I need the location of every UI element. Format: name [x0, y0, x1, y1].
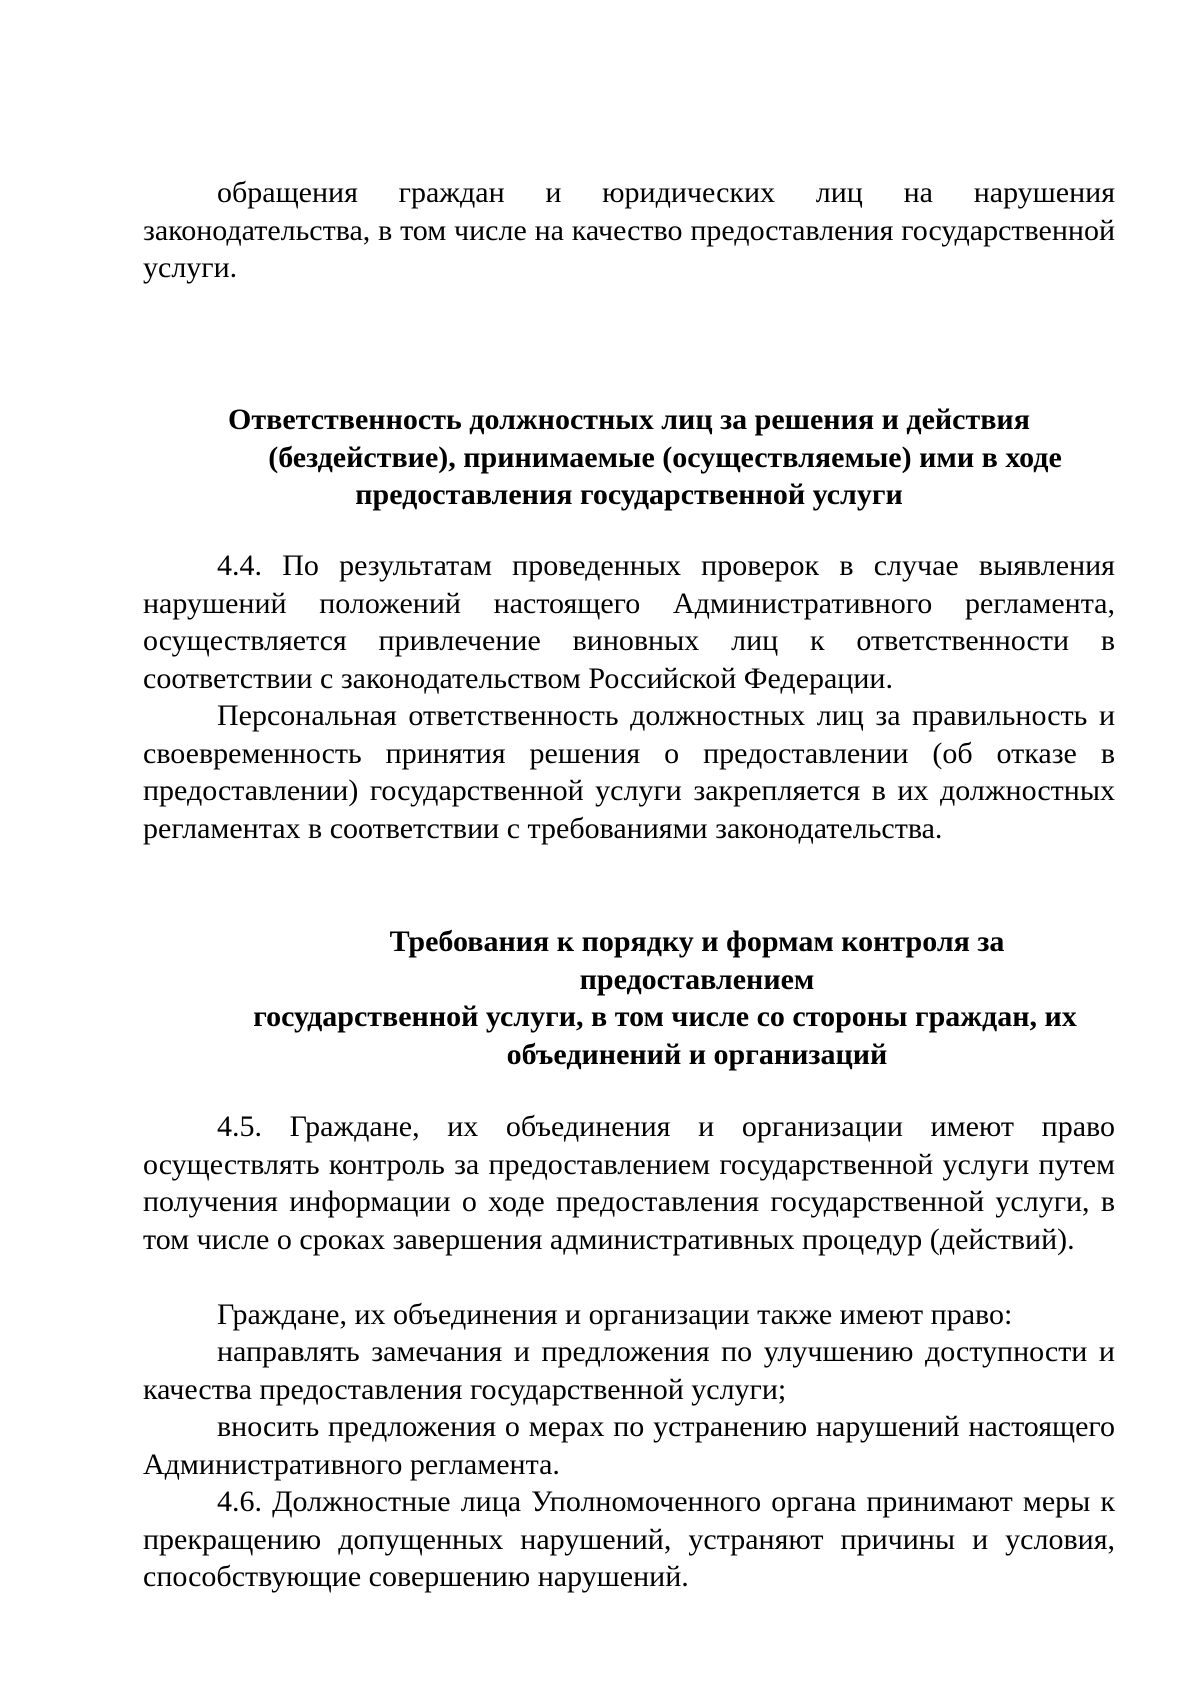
heading-line: Ответственность должностных лиц за решения и действия — [228, 403, 1030, 436]
heading-line: объединений и организаций — [506, 1037, 888, 1071]
paragraph-personal-responsibility: Персональная ответственность должностных лиц за правильность и своевременность принятия решения о предоставлении (об отказе в предоставлении) государственной услуги закрепляется в их должностных регламентах в соответствии с требованиями законодательства. — [143, 699, 1115, 845]
heading-line: предоставления государственной услуги — [355, 478, 903, 511]
heading-line: государственной услуги, в том числе со стороны граждан, их — [253, 1000, 1077, 1033]
paragraph-4-4: 4.4. По результатам проведенных проверок в случае выявления нарушений положений настоящего Административного регламента, осуществляется привлечение виновных лиц к ответственности в соответствии с законодательством Российской Федерации. — [143, 549, 1115, 695]
heading-line: (бездействие), принимаемые (осуществляемые) ими в ходе — [268, 440, 1062, 474]
heading-line: предоставлением — [579, 962, 815, 996]
paragraph-propose-measures: вносить предложения о мерах по устранению нарушений настоящего Административного регламента. — [143, 1410, 1115, 1481]
paragraph-4-6: 4.6. Должностные лица Уполномоченного органа принимают меры к прекращению допущенных нарушений, устраняют причины и условия, способствующие совершению нарушений. — [143, 1485, 1115, 1593]
paragraph-send-remarks: направлять замечания и предложения по улучшению доступности и качества предоставления государственной услуги; — [143, 1335, 1115, 1406]
section-heading-responsibility — [143, 401, 1115, 514]
intro-paragraph: обращения граждан и юридических лиц на нарушения законодательства, в том числе на качество предоставления государственной услуги. — [143, 176, 1115, 284]
paragraph-rights: Граждане, их объединения и организации также имеют право: — [217, 1298, 1013, 1331]
section-heading-control-requirements — [143, 923, 1115, 1073]
heading-line: Требования к порядку и формам контроля за — [389, 925, 1005, 958]
paragraph-4-5: 4.5. Граждане, их объединения и организации имеют право осуществлять контроль за предоставлением государственной услуги путем получения информации о ходе предоставления государственной услуги, в том числе о сроках завершения административных процедур (действий). — [143, 1110, 1115, 1256]
